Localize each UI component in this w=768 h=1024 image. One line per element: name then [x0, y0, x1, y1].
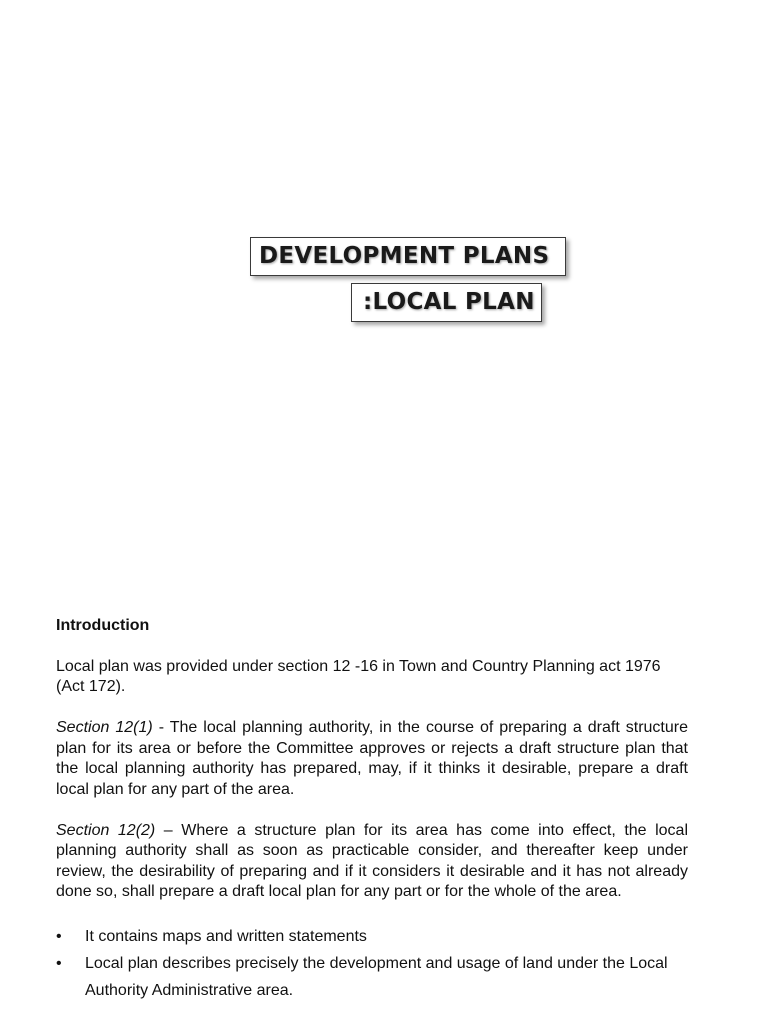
list-item-text: It contains maps and written statements	[85, 928, 367, 945]
bullet-icon: •	[56, 955, 62, 972]
section-12-1-text: The local planning authority, in the course of preparing a draft structure plan for its area or before the Committee approves or rejects a draft structure plan that the local planning authority has prepared, may, if it thinks it desirable, prepare a draft local plan for any part of the area.	[56, 719, 688, 798]
section-heading: Introduction	[56, 617, 150, 634]
list-item-text: Local plan describes precisely the development and usage of land under the Local Authority Administrative area.	[85, 955, 668, 999]
section-12-2-text: Where a structure plan for its area has come into effect, the local planning authority shall as soon as practicable consider, and thereafter keep under review, the desirability of preparing and if it considers it desirable and it has not already done so, shall prepare a draft local plan for any part or for the whole of the area.	[56, 821, 688, 900]
section-12-2-label: Section 12(2)	[56, 821, 156, 839]
section-12-1-label: Section 12(1)	[56, 719, 153, 736]
document-body	[56, 616, 688, 1004]
bullet-list	[56, 923, 688, 1004]
list-item	[56, 923, 688, 950]
section-12-1-paragraph	[56, 718, 688, 800]
title-box-local-plan	[351, 283, 542, 322]
list-item	[56, 950, 688, 1004]
title-box-development-plans	[250, 237, 566, 276]
section-12-2-paragraph	[56, 821, 688, 903]
bullet-icon: •	[56, 928, 62, 945]
section-12-1-separator: -	[152, 719, 170, 736]
title-line-1: DEVELOPMENT PLANS	[259, 243, 550, 269]
section-12-2-separator: –	[155, 821, 182, 839]
intro-paragraph: Local plan was provided under section 12 -16 in Town and Country Planning act 1976 (Act 172).	[56, 657, 661, 695]
title-line-2: :LOCAL PLAN	[363, 289, 535, 315]
